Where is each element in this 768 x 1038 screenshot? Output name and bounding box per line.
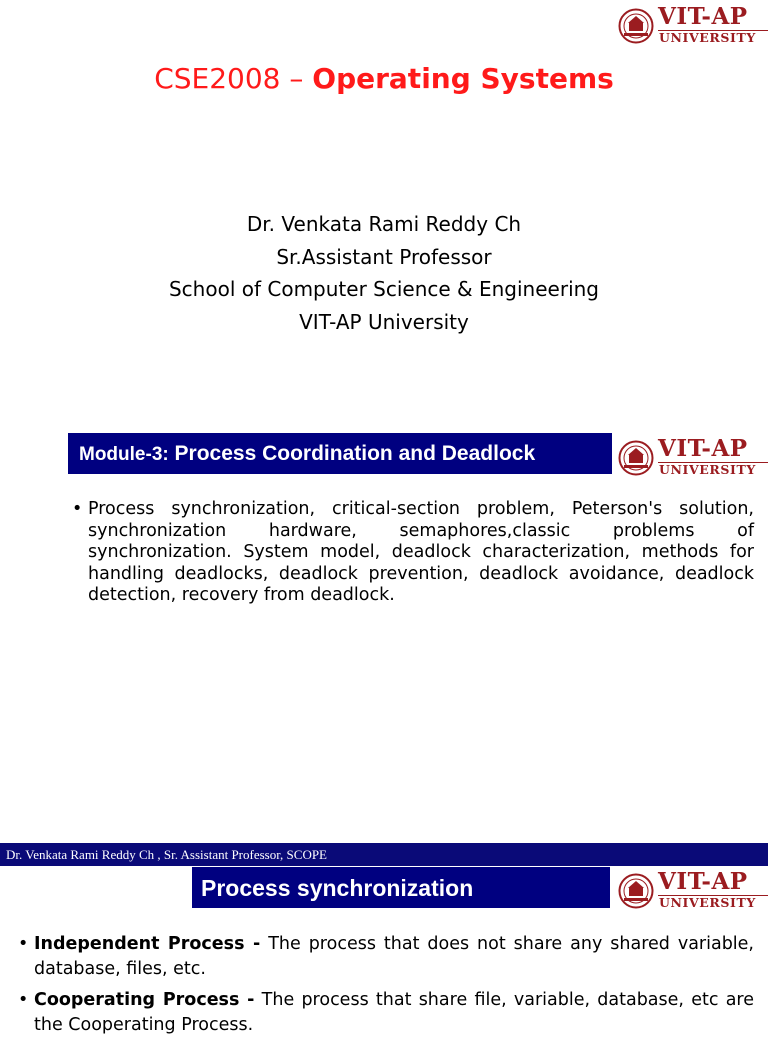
logo-subtitle: UNIVERSITY [659,462,756,477]
university-seal-icon [618,873,654,909]
slide-footer: Dr. Venkata Rami Reddy Ch , Sr. Assistant Professor, SCOPE [0,843,768,866]
bullet-dot: • [18,990,29,1010]
vitap-logo-slide2 [618,869,768,915]
vitap-logo-module [618,436,768,482]
logo-wordmark: VIT-AP [658,3,748,30]
definition-text: The process that does not share any shared variable, database, files, etc. [34,934,754,979]
definition-text: The process that share file, variable, database, etc are the Cooperating Process. [34,990,754,1035]
logo-subtitle: UNIVERSITY [659,30,756,45]
module-syllabus-text: Process synchronization, critical-section problem, Peterson's solution, synchronization hardware, semaphores,classic problems of synchronization. System model, deadlock characterization, methods for handling deadlocks, deadlock prevention, deadlock avoidance, deadlock detection, recovery from deadlock. [88,499,754,605]
course-name: Operating Systems [312,62,614,95]
author-title: Sr.Assistant Professor [276,245,492,269]
logo-wordmark: VIT-AP [658,435,748,462]
section-heading: Process synchronization [192,867,610,908]
course-code: CSE2008 – [154,62,313,95]
author-university: VIT-AP University [299,310,469,334]
definition-cooperating-process [18,988,754,1038]
course-title [0,62,768,95]
university-seal-icon [618,8,654,44]
vitap-logo-top [618,4,768,50]
module-title: Process Coordination and Deadlock [168,442,536,465]
module-syllabus-bullet [72,499,754,607]
bullet-dot: • [72,499,83,519]
module-header [68,433,612,474]
bullet-dot: • [18,934,29,954]
logo-wordmark: VIT-AP [658,868,748,895]
definition-term: Independent Process - [34,934,261,954]
author-name: Dr. Venkata Rami Reddy Ch [246,212,522,236]
definition-independent-process [18,932,754,982]
university-seal-icon [618,440,654,476]
module-number: Module-3: [79,444,169,465]
author-school: School of Computer Science & Engineering [168,277,599,301]
definition-term: Cooperating Process - [34,990,255,1010]
logo-subtitle: UNIVERSITY [659,895,756,910]
